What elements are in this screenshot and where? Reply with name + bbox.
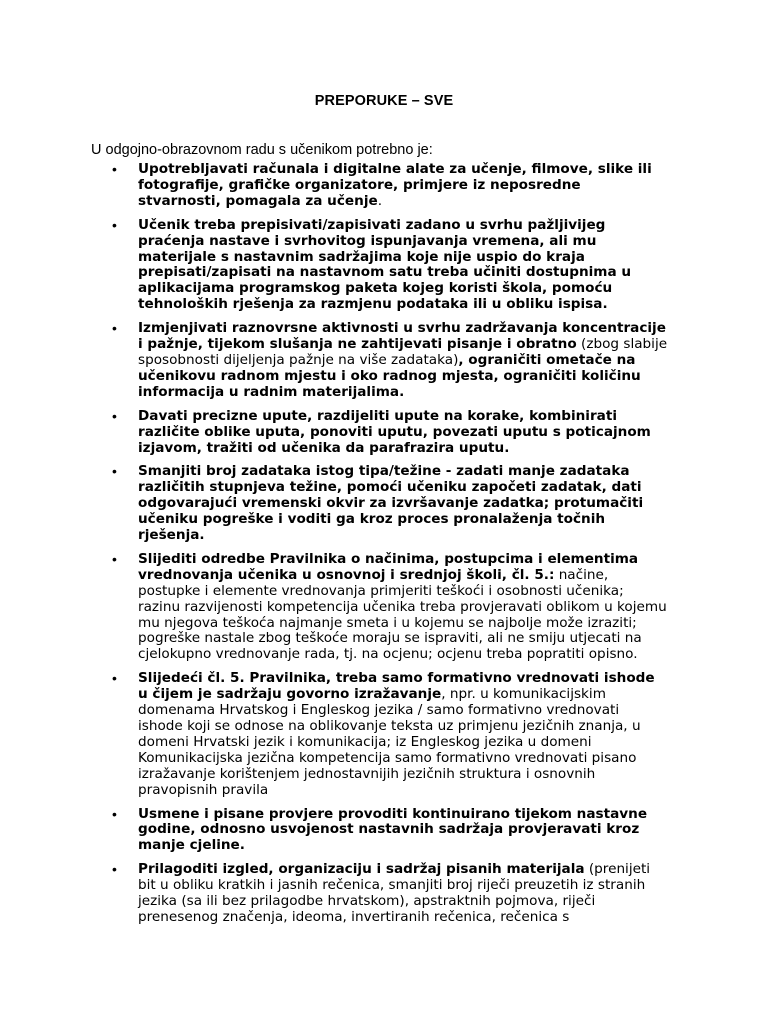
bullet-icon: • [112, 670, 117, 687]
list-item [0, 321, 668, 401]
list-item [0, 862, 668, 926]
list-item [0, 671, 668, 798]
item-bold-text: Davati precizne upute, razdijeliti upute na korake, kombinirati različite oblike uputa, ponoviti uputu, povezati uputu s poticajnom izjavom, tražiti od učenika da parafrazira uputu. [138, 407, 651, 456]
list-item [0, 218, 668, 313]
bullet-icon: • [112, 550, 117, 567]
item-text: . [377, 192, 383, 209]
list-item [0, 162, 668, 210]
item-text: (prenijeti bit u obliku kratkih i jasnih rečenica, smanjiti broj riječi preuzetih iz stranih jezika (sa ili bez prilagodbe hrvatskom), apstraktnih pojmova, riječi prenesenog značenja, ideoma, invertiranih rečenica, rečenica s [138, 861, 651, 925]
item-bold-text: Izmjenjivati raznovrsne aktivnosti u svrhu zadržavanja koncentracije i pažnje, tijekom slušanja ne zahtijevati pisanje i obratno [138, 320, 666, 353]
item-bold-text: Upotrebljavati računala i digitalne alate za učenje, filmove, slike ili fotografije, grafičke organizatore, primjere iz neposredne stvarnosti, pomagala za učenje [138, 161, 652, 209]
page-title: PREPORUKE – SVE [314, 93, 454, 109]
item-text: (zbog slabije sposobnosti dijeljenja pažnje na više zadataka) [138, 336, 668, 368]
list-item [0, 409, 668, 457]
bullet-icon: • [112, 805, 117, 822]
recommendations-list [0, 162, 768, 934]
bullet-icon: • [112, 320, 117, 337]
item-bold-text: Prilagoditi izgled, organizaciju i sadržaj pisanih materijala [138, 861, 585, 878]
bullet-icon: • [112, 861, 117, 878]
item-bold-text: Smanjiti broj zadataka istog tipa/težine - zadati manje zadataka različitih stupnjeva težine, pomoći učeniku započeti zadatak, dati odgovarajući vremenski okvir za izvršavanje zadatka; protumačiti učeniku pogreške i voditi ga kroz proces pronalaženja točnih rješenja. [138, 463, 644, 544]
item-bold-text: Učenik treba prepisivati/zapisivati zadano u svrhu pažljivijeg praćenja nastave i svrhovitog ispunjavanja vremena, ali mu materijale s nastavnim sadržajima koje nije uspio do kraja prepisati/zapisati na nastavnom satu treba učiniti dostupnima u aplikacijama programskog paketa kojeg koristi škola, pomoću tehnoloških rješenja za razmjenu podataka ili u obliku ispisa. [138, 216, 632, 313]
bullet-icon: • [112, 161, 117, 177]
item-text: načine, postupke i elemente vrednovanja primjeriti teškoći i osobnosti učenika; razinu razvijenosti kompetencija učenika treba provjeravati oblikom u kojemu mu njegova teškoća najmanje smeta i u kojemu se najbolje može izraziti; pogreške nastale zbog teškoće moraju se ispraviti, ali ne smiju utjecati na cjelokupno vrednovanje rada, tj. na ocjenu; ocjenu treba popratiti opisno. [138, 566, 667, 663]
intro-text: U odgojno-obrazovnom radu s učenikom potrebno je: [91, 142, 433, 158]
bullet-icon: • [112, 216, 117, 233]
item-text: , npr. u komunikacijskim domenama Hrvatskog i Engleskog jezika / samo formativno vrednovati ishode koji se odnose na oblikovanje teksta uz primjenu jezičnih znanja, u domeni Hrvatski jezik i komunikacija; iz Engleskog jezika u domeni Komunikacijska jezična kompetencija samo formativno vrednovati pisano izražavanje korištenjem jednostavnijih jezičnih struktura i osnovnih pravopisnih pravila [138, 686, 641, 798]
list-item [0, 464, 668, 544]
bullet-icon: • [112, 463, 117, 480]
item-bold-text: Usmene i pisane provjere provoditi kontinuirano tijekom nastavne godine, odnosno usvojenost nastavnih sadržaja provjeravati kroz manje cjeline. [138, 805, 648, 854]
list-item [0, 552, 668, 663]
bullet-icon: • [112, 407, 117, 424]
item-bold-text: , ograničiti ometače na učenikovu radnom mjestu i oko radnog mjesta, ograničiti količinu informacija u radnim materijalima. [138, 351, 641, 400]
list-item [0, 807, 668, 855]
item-bold-text: Slijediti odredbe Pravilnika o načinima, postupcima i elementima vrednovanja učenika u osnovnoj i srednjoj školi, čl. 5.: [138, 550, 639, 583]
item-bold-text: Slijedeći čl. 5. Pravilnika, treba samo formativno vrednovati ishode u čijem je sadržaju govorno izražavanje [138, 670, 655, 703]
